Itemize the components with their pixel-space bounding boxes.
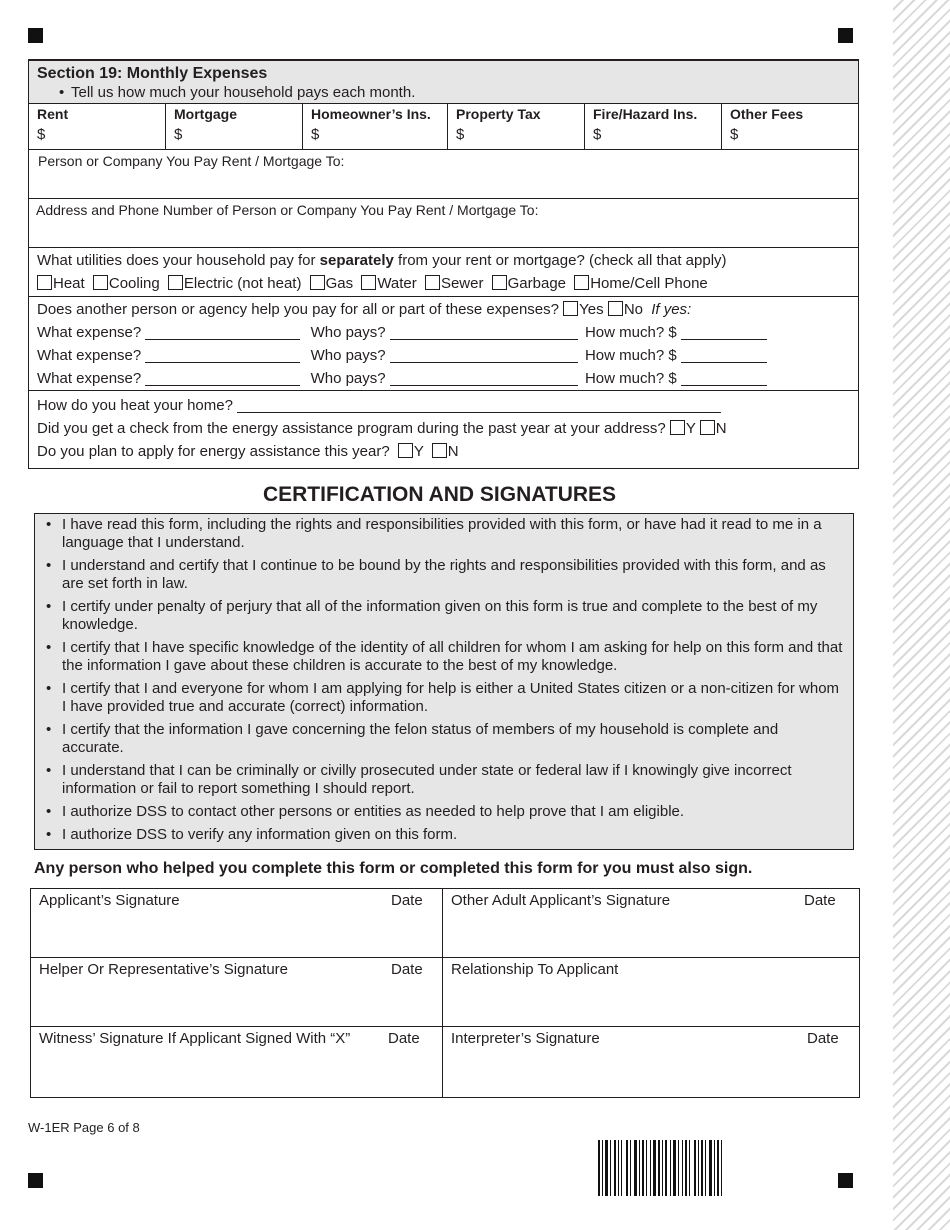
barcode-bar <box>678 1140 679 1196</box>
energy-plan-yes-checkbox[interactable] <box>398 443 413 458</box>
expense-label: Rent <box>37 106 69 122</box>
barcode-bar <box>605 1140 608 1196</box>
registration-mark-bottom-right <box>838 1173 853 1188</box>
who-pays-input-3[interactable] <box>390 371 578 386</box>
section-19-subtitle: • Tell us how much your household pays each month. <box>37 84 850 102</box>
barcode-bar <box>618 1140 619 1196</box>
barcode-bar <box>709 1140 712 1196</box>
expense-help-question: Does another person or agency help you pay for all or part of these expenses? Yes No If yes: <box>37 301 692 318</box>
certification-item: • I understand and certify that I continue to be bound by the rights and responsibilities provided with this form, and as are set forth in law. <box>45 557 843 593</box>
registration-mark-top-right <box>838 28 853 43</box>
utilities-question: What utilities does your household pay for separately from your rent or mortgage? (check all that apply) <box>37 252 727 269</box>
heating-block <box>29 391 858 466</box>
heat-checkbox[interactable] <box>37 275 52 290</box>
registration-mark-bottom-left <box>28 1173 43 1188</box>
barcode-bar <box>658 1140 660 1196</box>
barcode-bar <box>705 1140 706 1196</box>
how-much-input-1[interactable] <box>681 325 767 340</box>
expense-fields-row <box>29 104 858 150</box>
certification-item: • I understand that I can be criminally or civilly prosecuted under state or federal law if I knowingly give incorrect information or fail to report something I should report. <box>45 762 843 798</box>
helper-date-label: Date <box>391 961 423 978</box>
expense-homeowners-ins-field[interactable] <box>303 104 448 149</box>
certification-title: CERTIFICATION AND SIGNATURES <box>262 483 617 506</box>
barcode-bar <box>653 1140 656 1196</box>
barcode-bar <box>682 1140 683 1196</box>
help-row-3: What expense? Who pays? How much? $ <box>37 367 850 390</box>
certification-item: • I authorize DSS to verify any information given on this form. <box>45 826 843 844</box>
barcode-bar <box>665 1140 667 1196</box>
registration-mark-top-left <box>28 28 43 43</box>
heat-question: How do you heat your home? <box>37 394 850 417</box>
help-row-1: What expense? Who pays? How much? $ <box>37 321 850 344</box>
expense-dollar: $ <box>311 126 320 143</box>
phone-checkbox[interactable] <box>574 275 589 290</box>
utility-garbage-option[interactable]: Garbage <box>492 275 566 292</box>
expense-label: Homeowner’s Ins. <box>311 106 431 122</box>
barcode-bar <box>685 1140 687 1196</box>
certification-item: • I have read this form, including the rights and responsibilities provided with this form, or have had it read to me in a language that I understand. <box>45 516 843 552</box>
garbage-checkbox[interactable] <box>492 275 507 290</box>
expense-label: Fire/Hazard Ins. <box>593 106 698 122</box>
who-pays-input-1[interactable] <box>390 325 578 340</box>
barcode-bar <box>602 1140 603 1196</box>
page-edge-hatching <box>893 0 950 1230</box>
certification-item: • I authorize DSS to contact other persons or entities as needed to help prove that I am eligible. <box>45 803 843 821</box>
who-pays-input-2[interactable] <box>390 348 578 363</box>
barcode-bar <box>701 1140 703 1196</box>
barcode-bar <box>634 1140 637 1196</box>
barcode-bar <box>694 1140 696 1196</box>
expense-other-fees-field[interactable] <box>722 104 858 149</box>
interpreter-signature-label: Interpreter’s Signature <box>451 1030 600 1047</box>
signature-row <box>31 1027 859 1097</box>
energy-check-question: Did you get a check from the energy assistance program during the past year at your address? Y N <box>37 420 727 437</box>
energy-plan-no-checkbox[interactable] <box>432 443 447 458</box>
expense-dollar: $ <box>174 126 183 143</box>
payee-name-label: Person or Company You Pay Rent / Mortgage To: <box>38 153 345 169</box>
barcode <box>598 1140 754 1196</box>
other-adult-signature-field[interactable] <box>443 889 859 957</box>
expense-dollar: $ <box>730 126 739 143</box>
expense-dollar: $ <box>456 126 465 143</box>
expense-dollar: $ <box>593 126 602 143</box>
expense-rent-field[interactable] <box>29 104 166 149</box>
utilities-block <box>29 248 858 297</box>
barcode-bar <box>610 1140 611 1196</box>
expense-label: Mortgage <box>174 106 237 122</box>
expense-fire-hazard-ins-field[interactable] <box>585 104 722 149</box>
barcode-bar <box>662 1140 663 1196</box>
section-19-title: Section 19: Monthly Expenses <box>37 65 268 82</box>
barcode-bar <box>721 1140 722 1196</box>
barcode-bar <box>673 1140 676 1196</box>
utility-phone-option[interactable]: Home/Cell Phone <box>574 275 708 292</box>
signature-table <box>30 888 860 1098</box>
expense-help-block <box>29 297 858 391</box>
what-expense-input-2[interactable] <box>145 348 300 363</box>
help-yes-checkbox[interactable] <box>563 301 578 316</box>
witness-date-label: Date <box>388 1030 420 1047</box>
expense-property-tax-field[interactable] <box>448 104 585 149</box>
applicant-date-label: Date <box>391 892 423 909</box>
certification-item: • I certify that I have specific knowledge of the identity of all children for whom I am asking for help on this form and that the information I gave about these children is accurate to the best of my knowledge. <box>45 639 843 675</box>
interpreter-date-label: Date <box>807 1030 839 1047</box>
barcode-bar <box>614 1140 616 1196</box>
section-19-header <box>29 61 858 104</box>
expense-mortgage-field[interactable] <box>166 104 303 149</box>
helper-signature-field[interactable] <box>31 958 443 1026</box>
expense-label: Property Tax <box>456 106 541 122</box>
applicant-signature-label: Applicant’s Signature <box>39 892 180 909</box>
certification-statements <box>34 513 854 850</box>
gas-checkbox[interactable] <box>310 275 325 290</box>
help-row-2: What expense? Who pays? How much? $ <box>37 344 850 367</box>
barcode-bar <box>598 1140 600 1196</box>
signature-row <box>31 889 859 958</box>
energy-check-no-checkbox[interactable] <box>700 420 715 435</box>
relationship-field[interactable] <box>443 958 859 1026</box>
electric-checkbox[interactable] <box>168 275 183 290</box>
utility-electric-option[interactable]: Electric (not heat) <box>168 275 302 292</box>
helper-signature-label: Helper Or Representative’s Signature <box>39 961 289 978</box>
other-adult-signature-label: Other Adult Applicant’s Signature <box>451 892 671 909</box>
what-expense-input-3[interactable] <box>145 371 300 386</box>
signature-row <box>31 958 859 1027</box>
helper-sign-notice: Any person who helped you complete this form or completed this form for you must also sign. <box>34 860 753 877</box>
utility-cooling-option[interactable]: Cooling <box>93 275 160 292</box>
utility-water-option[interactable]: Water <box>361 275 416 292</box>
what-expense-input-1[interactable] <box>145 325 300 340</box>
barcode-bar <box>717 1140 719 1196</box>
barcode-bar <box>630 1140 631 1196</box>
applicant-signature-field[interactable] <box>31 889 443 957</box>
payee-address-field[interactable] <box>29 199 858 248</box>
water-checkbox[interactable] <box>361 275 376 290</box>
utility-heat-option[interactable]: Heat <box>37 275 85 292</box>
witness-signature-field[interactable] <box>31 1027 443 1097</box>
payee-name-field[interactable] <box>29 150 858 199</box>
barcode-bar <box>639 1140 640 1196</box>
payee-address-label: Address and Phone Number of Person or Company You Pay Rent / Mortgage To: <box>36 202 539 218</box>
certification-item: • I certify that the information I gave concerning the felon status of members of my household is complete and accurate. <box>45 721 843 757</box>
barcode-bar <box>646 1140 647 1196</box>
other-adult-date-label: Date <box>804 892 836 909</box>
heat-method-input[interactable] <box>237 398 721 413</box>
witness-signature-label: Witness’ Signature If Applicant Signed With “X” <box>39 1030 351 1047</box>
energy-check-yes-checkbox[interactable] <box>670 420 685 435</box>
help-no-checkbox[interactable] <box>608 301 623 316</box>
barcode-bar <box>714 1140 715 1196</box>
barcode-bar <box>650 1140 651 1196</box>
barcode-bar <box>698 1140 699 1196</box>
cooling-checkbox[interactable] <box>93 275 108 290</box>
sewer-checkbox[interactable] <box>425 275 440 290</box>
section-19-monthly-expenses <box>28 59 859 469</box>
how-much-input-3[interactable] <box>681 371 767 386</box>
barcode-bar <box>626 1140 628 1196</box>
page-number-footer: W-1ER Page 6 of 8 <box>28 1120 140 1135</box>
certification-item: • I certify that I and everyone for whom I am applying for help is either a United States citizen or a non-citizen for whom I have provided true and accurate (correct) information. <box>45 680 843 716</box>
barcode-bar <box>642 1140 644 1196</box>
energy-plan-question: Do you plan to apply for energy assistance this year? Y N <box>37 443 459 460</box>
relationship-label: Relationship To Applicant <box>451 961 619 978</box>
barcode-bar <box>621 1140 622 1196</box>
barcode-bar <box>689 1140 690 1196</box>
utility-gas-option[interactable]: Gas <box>310 275 354 292</box>
expense-dollar: $ <box>37 126 46 143</box>
utilities-options <box>37 272 850 295</box>
utility-sewer-option[interactable]: Sewer <box>425 275 484 292</box>
how-much-input-2[interactable] <box>681 348 767 363</box>
interpreter-signature-field[interactable] <box>443 1027 859 1097</box>
barcode-bar <box>670 1140 671 1196</box>
expense-label: Other Fees <box>730 106 804 122</box>
certification-item: • I certify under penalty of perjury that all of the information given on this form is true and complete to the best of my knowledge. <box>45 598 843 634</box>
